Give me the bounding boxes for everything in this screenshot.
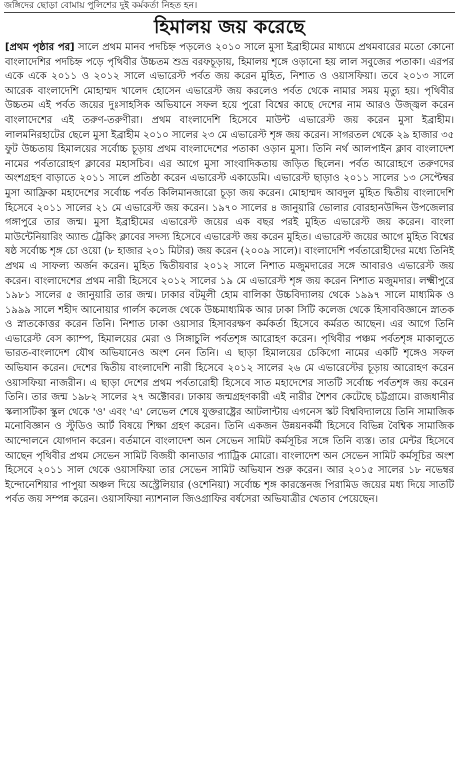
article-body (4, 41, 455, 508)
article-headline: হিমালয় জয় করেছে (154, 16, 305, 38)
article-text: সালে প্রথম মানব পদচিহ্ন পড়লেও ২০১০ সালে মুসা ইব্রাহীমের মাধ্যমে প্রথমবারের মতো কোনো বাংলাদেশির পদচিহ্ন পড়ে পৃথিবীর উচ্চতম শুভ্র বরফচূড়ায়, হিমালয় শৃঙ্গে ওড়ানো হয় লাল সবুজের পতাকা। এরপর একে একে ২০১১ ও ২০১২ সালে এভারেস্ট পর্বত জয় করেন মুহিত, নিশাত ও ওয়াসফিয়া। তবে ২০১৩ সালে আরেক বাংলাদেশি মোহাম্মদ খালেদ হোসেন এভারেস্ট জয় করলেও পর্বত থেকে নামার সময় মৃত্যু হয়। পৃথিবীর উচ্চতম এই পর্বত জয়ের দুঃসাহসিক অভিযানে সফল হয়ে পুরো বিশ্বের কাছে দেশের নাম আরও উজ্জ্বল করেন বাংলাদেশের এই তরুণ-তরুণীরা। প্রথম বাংলাদেশি হিসেবে মাউন্ট এভারেস্ট জয় করেন মুসা ইব্রাহীম। লালমনিরহাটের ছেলে মুসা ইব্রাহীম ২০১০ সালের ২৩ মে এভারেস্ট শৃঙ্গ জয় করেন। সাগরতল থেকে ২৯ হাজার ৩৫ ফুট উচ্চতায় হিমালয়ের সর্বোচ্চ চূড়ায় প্রথম বাংলাদেশের পতাকা ওড়ান মুসা। তিনি নর্থ আলপাইন ক্লাব বাংলাদেশ নামের পর্বতারোহণ ক্লাবের মহাসচিব। এর আগে মুসা সাংবাদিকতায় জড়িত ছিলেন। পর্বত আরোহণে তরুণদের অংশগ্রহণ বাড়াতে ২০১১ সালে প্রতিষ্ঠা করেন এভারেস্ট একাডেমি। এভারেস্ট ছাড়াও ২০১১ সালের ১৩ সেপ্টেম্বর মুসা আফ্রিকা মহাদেশের সর্বোচ্চ পর্বত কিলিমানজারো চূড়া জয় করেন। মোহাম্মদ আবদুল মুহিত দ্বিতীয় বাংলাদেশি হিসেবে ২০১১ সালের ২১ মে এভারেস্ট জয় করেন। ১৯৭০ সালের ৪ জানুয়ারি ভোলার বোরহানউদ্দিন উপজেলার গঙ্গাপুরে তার জন্ম। মুসা ইব্রাহীমের এভারেস্ট জয়ের এক বছর পরই মুহিত এভারেস্ট জয় করেন। বাংলা মাউন্টেনিয়ারিং অ্যান্ড ট্রেকিং ক্লাবের সদস্য হিসেবে এভারেস্ট জয় করেন মুহিত। এভারেস্ট জয়ের আগে মুহিত বিশ্বের ষষ্ঠ সর্বোচ্চ শৃঙ্গ চো ওয়ো (৮ হাজার ২০১ মিটার) জয় করেন (২০০৯ সালে)। বাংলাদেশি পর্বতারোহীদের মধ্যে তিনিই প্রথম এ সাফল্য অর্জন করেন। মুহিত দ্বিতীয়বার ২০১২ সালে নিশাত মজুমদারের সঙ্গে আবারও এভারেস্ট জয় করেন। বাংলাদেশের প্রথম নারী হিসেবে ২০১২ সালের ১৯ মে এভারেস্ট শৃঙ্গ জয় করেন নিশাত মজুমদার। লক্ষ্মীপুরে ১৯৮১ সালের ৫ জানুয়ারি তার জন্ম। ঢাকার বটমূলী হোম বালিকা উচ্চবিদ্যালয় থেকে ১৯৯৭ সালে মাধ্যমিক ও ১৯৯৯ সালে শহীদ আনোয়ার গার্লস কলেজ থেকে উচ্চমাধ্যমিক আর ঢাকা সিটি কলেজ থেকে হিসাববিজ্ঞানে স্নাতক ও স্নাতকোত্তর করেন তিনি। নিশাত ঢাকা ওয়াসার হিসাবরক্ষণ কর্মকর্তা হিসেবে কর্মরত আছেন। এর আগে তিনি এভারেস্ট বেস ক্যাম্প, হিমালয়ের মেরা ও সিঙ্গাচুলি পর্বতশৃঙ্গ আরোহণ করেন। পৃথিবীর পঞ্চম পর্বতশৃঙ্গ মাকালুতে ভারত-বাংলাদেশ যৌথ অভিযানেও অংশ নেন তিনি। এ ছাড়া হিমালয়ের চেকিগো নামের একটি শৃঙ্গেও সফল অভিযান করেন। দেশের দ্বিতীয় বাংলাদেশি নারী হিসেবে ২০১২ সালের ২৬ মে এভারেস্টের চূড়ায় আরোহণ করেন ওয়াসফিয়া নাজরীন। এ ছাড়া দেশের প্রথম পর্বতারোহী হিসেবে সাত মহাদেশের সাতটি সর্বোচ্চ পর্বতশৃঙ্গ জয় করেন তিনি। তার জন্ম ১৯৮২ সালের ২৭ অক্টোবর। ঢাকায় জন্মগ্রহণকারী এই নারীর শৈশব কেটেছে চট্টগ্রামে। রাজধানীর স্কলাসটিকা স্কুল থেকে 'ও' এবং 'এ' লেভেল শেষে যুক্তরাষ্ট্রের আটলান্টায় এগনেস স্কট বিশ্ববিদ্যালয়ে তিনি সামাজিক মনোবিজ্ঞান ও স্টুডিও আর্ট বিষয়ে শিক্ষা গ্রহণ করেন। তিনি একজন উন্নয়নকর্মী হিসেবে বিভিন্ন বৈশ্বিক সামাজিক আন্দোলনে যোগদান করেন। বর্তমানে বাংলাদেশ অন সেভেন সামিট কর্মসূচির সঙ্গে তিনি ব্যস্ত। তার মেন্টর হিসেবে আছেন পৃথিবীর প্রথম সেভেন সামিট বিজয়ী কানাডার প্যাট্রিক মোরো। বাংলাদেশ অন সেভেন সামিট কর্মসূচির অংশ হিসেবে ২০১১ সাল থেকে ওয়াসফিয়া তার সেভেন সামিট অভিযান শুরু করেন। আর ২০১৫ সালের ১৮ নভেম্বর ইন্দোনেশিয়ার পাপুয়া অঞ্চল দিয়ে অস্ট্রেলিয়ার (ওশেনিয়া) সর্বোচ্চ শৃঙ্গ কারস্তেনজ পিরামিড জয়ের মধ্য দিয়ে সাতটি পর্বত জয় সম্পন্ন করেন। ওয়াসফিয়া ন্যাশনাল জিওগ্রাফির বর্ষসেরা অভিযাত্রীর খেতাব পেয়েছেন। (5, 42, 454, 506)
continuation-kicker: [প্রথম পৃষ্ঠার পর] (5, 42, 75, 53)
previous-article-tail: জঙ্গিদের ছোড়া বোমায় পুলিশের দুই কর্মকর্তা নিহত হন। (4, 0, 455, 13)
